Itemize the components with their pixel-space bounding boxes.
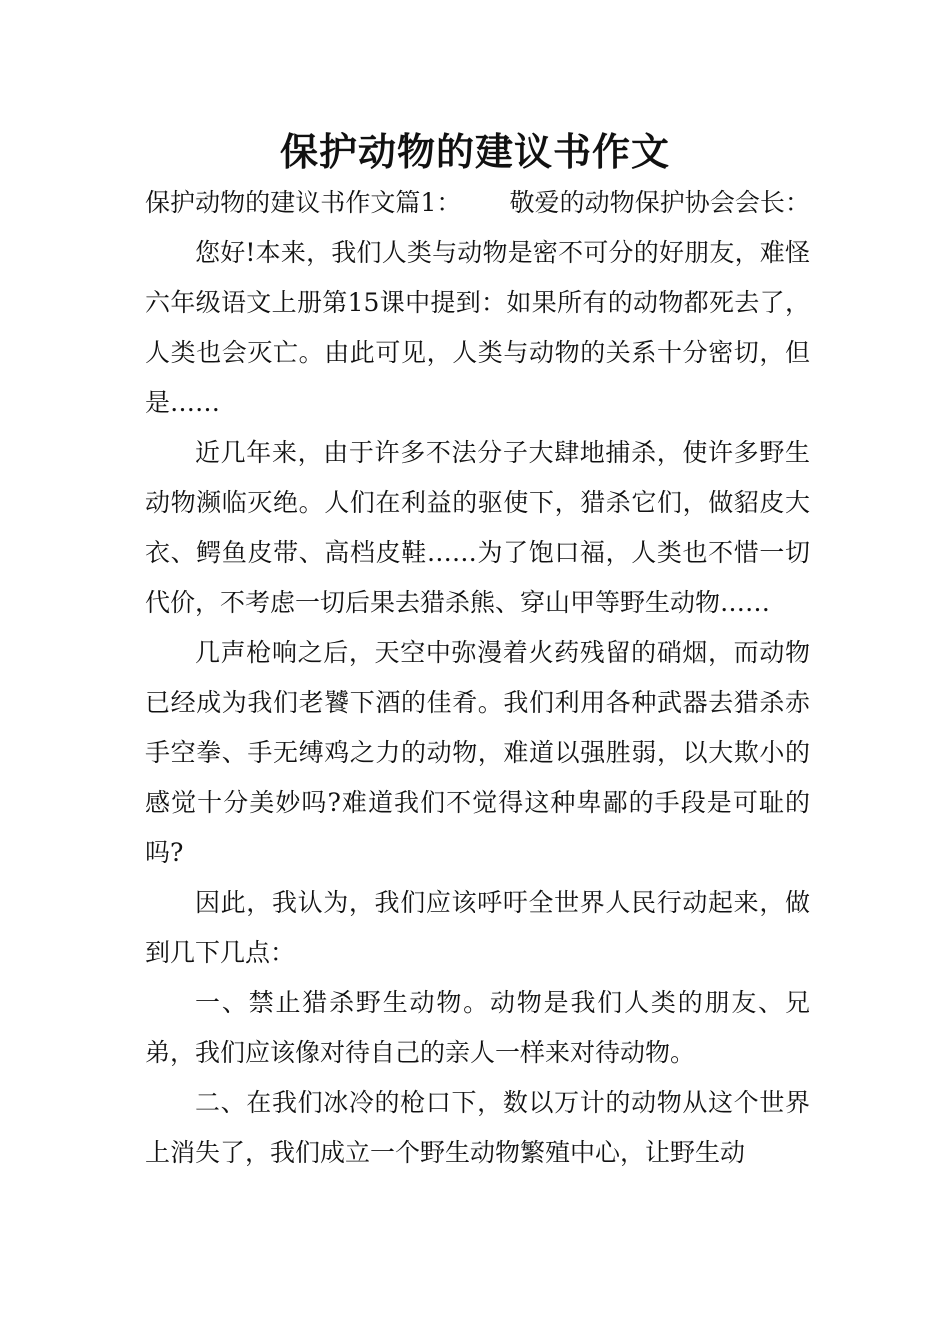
paragraph-5: 一、禁止猎杀野生动物。动物是我们人类的朋友、兄弟，我们应该像对待自己的亲人一样来对待动物。: [145, 988, 810, 1067]
document-body: [145, 178, 810, 1178]
intro-article-label: 保护动物的建议书作文篇1：: [145, 188, 462, 217]
paragraph-6: 二、在我们冰冷的枪口下，数以万计的动物从这个世界上消失了，我们成立一个野生动物繁殖中心，让野生动: [145, 1088, 810, 1167]
intro-salutation: 敬爱的动物保护协会会长：: [509, 188, 810, 217]
paragraph-2: 近几年来，由于许多不法分子大肆地捕杀，使许多野生动物濒临灭绝。人们在利益的驱使下，猎杀它们，做貂皮大衣、鳄鱼皮带、高档皮鞋……为了饱口福，人类也不惜一切代价，不考虑一切后果去猎杀熊、穿山甲等野生动物……: [145, 438, 810, 617]
paragraph-1: 您好!本来，我们人类与动物是密不可分的好朋友，难怪六年级语文上册第15课中提到：如果所有的动物都死去了，人类也会灭亡。由此可见，人类与动物的关系十分密切，但是……: [145, 238, 810, 417]
document-title: 保护动物的建议书作文: [279, 129, 670, 174]
paragraph-4: 因此，我认为，我们应该呼吁全世界人民行动起来，做到几下几点：: [145, 888, 810, 967]
intro-line: [145, 178, 810, 228]
paragraph-3: 几声枪响之后，天空中弥漫着火药残留的硝烟，而动物已经成为我们老饕下酒的佳肴。我们利用各种武器去猎杀赤手空拳、手无缚鸡之力的动物，难道以强胜弱，以大欺小的感觉十分美妙吗?难道我们不觉得这种卑鄙的手段是可耻的吗?: [145, 638, 810, 867]
